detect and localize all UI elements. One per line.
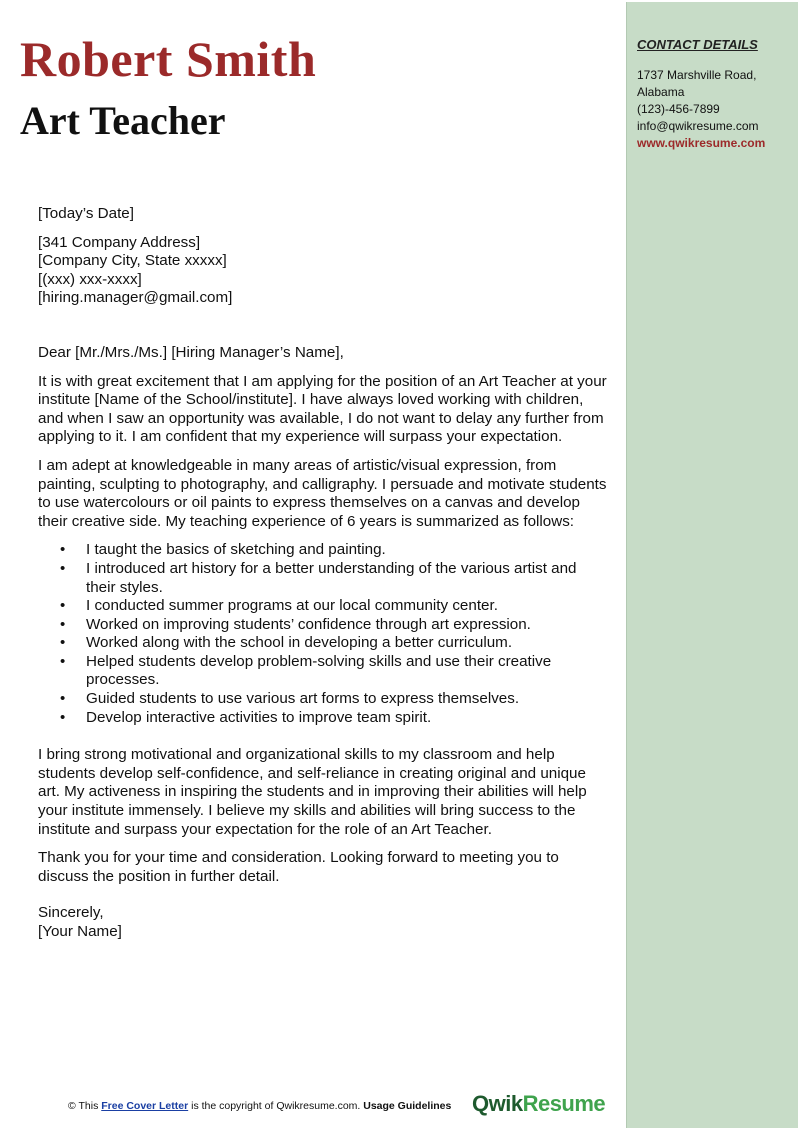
- contact-heading: CONTACT DETAILS: [637, 37, 758, 52]
- brand-part2: Resume: [522, 1091, 606, 1116]
- free-cover-letter-link[interactable]: Free Cover Letter: [101, 1100, 189, 1112]
- list-item: • I introduced art history for a better understanding of the various artist and their styles.: [38, 560, 608, 597]
- list-item: • I conducted summer programs at our local community center.: [38, 597, 608, 616]
- letter-body: [38, 205, 608, 942]
- recipient-line: [(xxx) xxx-xxxx]: [38, 270, 142, 288]
- qwikresume-logo[interactable]: [472, 1091, 605, 1117]
- list-item: • Guided students to use various art forms to express themselves.: [38, 690, 608, 709]
- footer-copyright: [68, 1100, 451, 1112]
- usage-guidelines-link[interactable]: Usage Guidelines: [363, 1100, 452, 1112]
- footer-middle: is the copyright of Qwikresume.com.: [188, 1100, 364, 1112]
- paragraph-thanks: Thank you for your time and consideration. Looking forward to meeting you to discuss the position in further detail.: [38, 849, 559, 885]
- list-item: • Worked on improving students’ confidence through art expression.: [38, 616, 608, 635]
- signature: [Your Name]: [38, 923, 122, 940]
- contact-phone: (123)-456-7899: [637, 102, 720, 116]
- footer-prefix: This: [75, 1100, 102, 1112]
- letter-date: [Today’s Date]: [38, 205, 134, 222]
- list-item: • Develop interactive activities to improve team spirit.: [38, 709, 608, 728]
- contact-sidebar: [626, 2, 798, 1128]
- recipient-line: [hiring.manager@gmail.com]: [38, 289, 233, 307]
- recipient-address: [38, 234, 608, 308]
- brand-part1: Qwik: [472, 1091, 523, 1116]
- paragraph-skills: I am adept at knowledgeable in many areas of artistic/visual expression, from painting, sculpting to photography, and calligraphy. I persuade and motivate students to use watercolours or oil paints to express themselves on a canvas and develop their creative side. My teaching experience of 6 years is summarized as follows:: [38, 456, 607, 530]
- recipient-line: [341 Company Address]: [38, 233, 201, 251]
- recipient-line: [Company City, State xxxxx]: [38, 252, 227, 270]
- salutation: Dear [Mr./Mrs./Ms.] [Hiring Manager’s Name],: [38, 343, 344, 361]
- applicant-name: Robert Smith: [20, 31, 317, 87]
- closing: Sincerely,: [38, 904, 104, 922]
- contact-address-line1: 1737 Marshville Road,: [637, 68, 757, 82]
- applicant-role: Art Teacher: [20, 98, 226, 143]
- contact-email[interactable]: info@qwikresume.com: [637, 119, 759, 133]
- copyright-icon: ©: [68, 1100, 76, 1112]
- list-item: • I taught the basics of sketching and painting.: [38, 541, 608, 560]
- contact-address-line2: Alabama: [637, 85, 685, 99]
- paragraph-motivation: I bring strong motivational and organizational skills to my classroom and help students develop self-confidence, and self-reliance in creating original and unique art. My activeness in inspiring the students and in improving their abilities will help your institute immensely. I believe my skills and abilities will bring success to the institute and surpass your expectation for the role of an Art Teacher.: [38, 746, 587, 838]
- paragraph-intro: It is with great excitement that I am applying for the position of an Art Teacher at your institute [Name of the School/institute]. I have always loved working with children, and when I saw an opportunity was available, I do not want to delay any further from applying to it. I am confident that my experience will surpass your expectation.: [38, 372, 607, 446]
- contact-details: [637, 67, 765, 152]
- contact-website[interactable]: www.qwikresume.com: [637, 136, 766, 150]
- experience-list: [38, 541, 608, 727]
- list-item: • Helped students develop problem-solving skills and use their creative processes.: [38, 653, 608, 690]
- list-item: • Worked along with the school in developing a better curriculum.: [38, 634, 608, 653]
